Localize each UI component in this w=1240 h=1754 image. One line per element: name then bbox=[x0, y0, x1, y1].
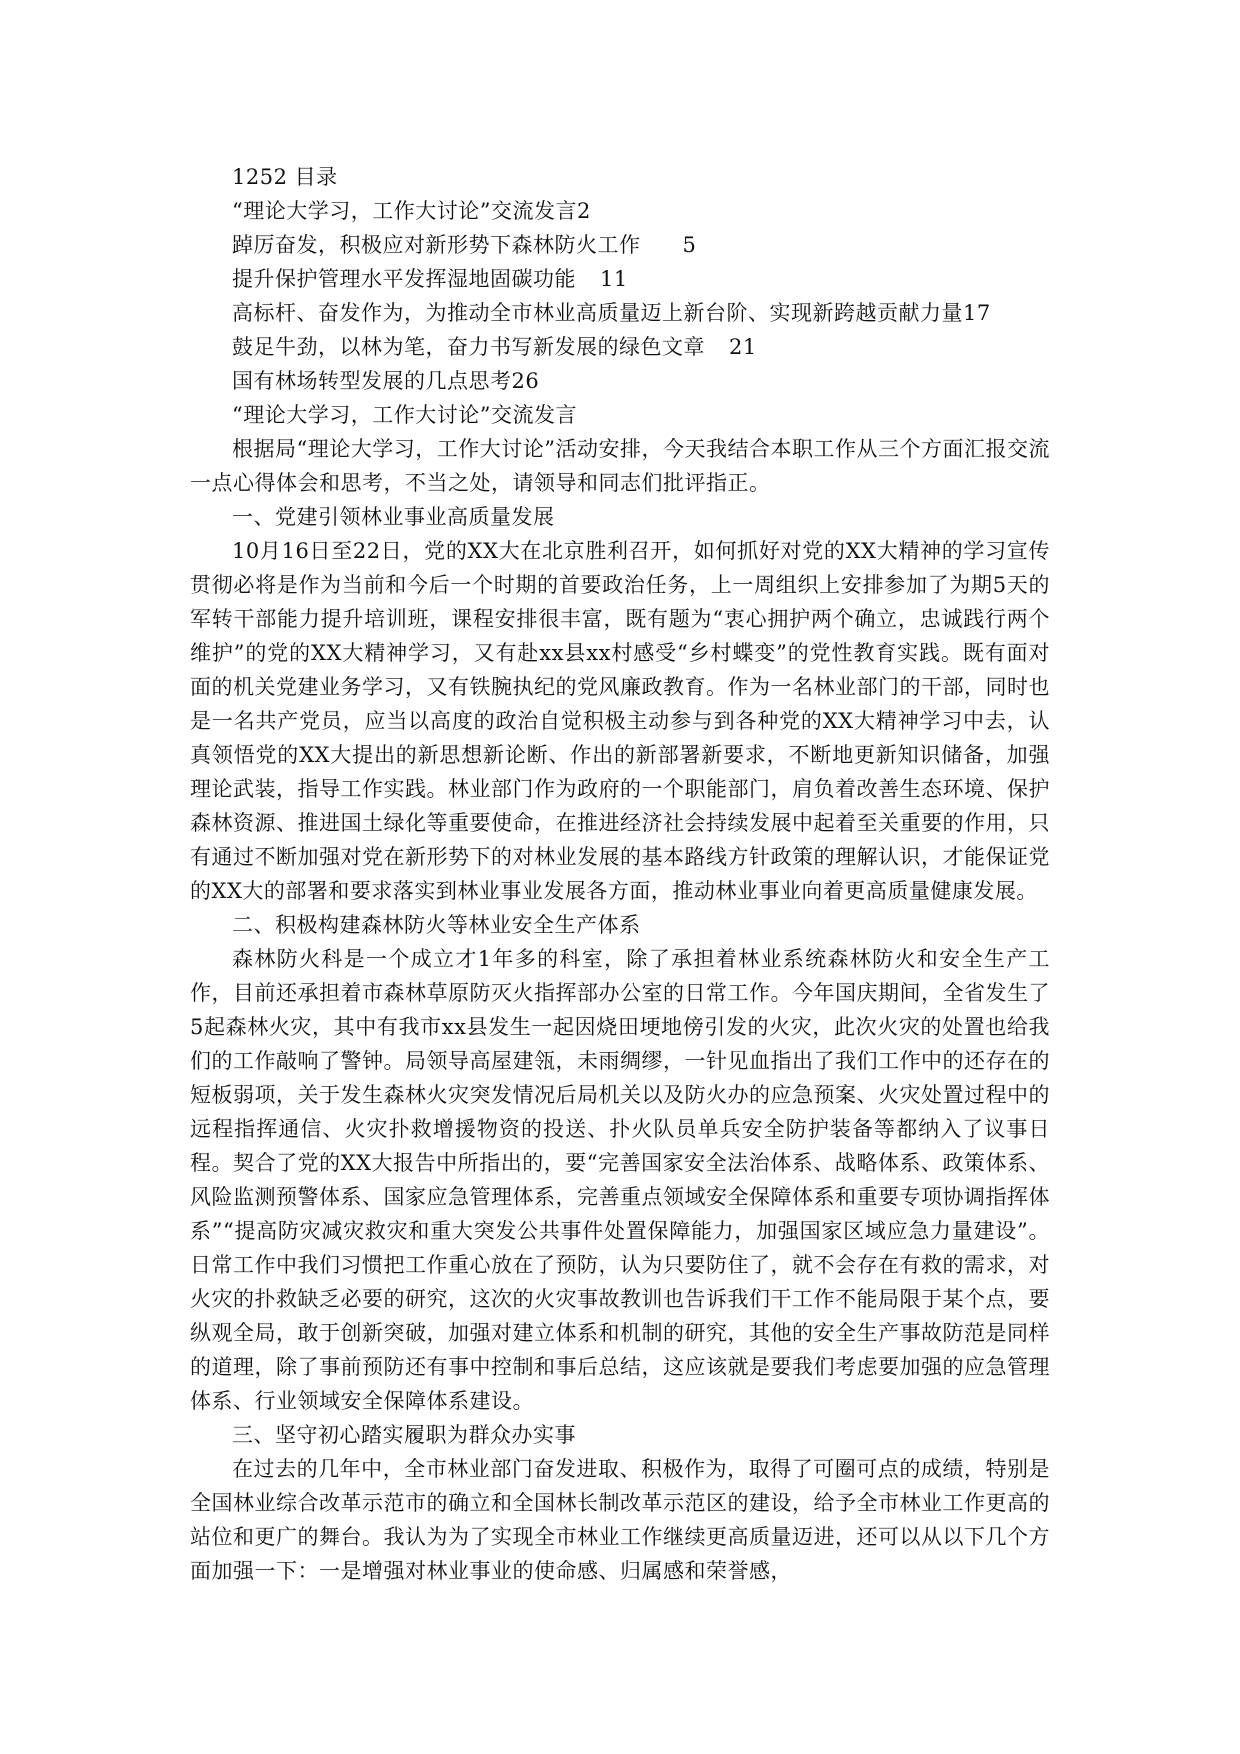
toc-item bbox=[190, 296, 1050, 330]
section-heading: 一、党建引领林业事业高质量发展 bbox=[232, 505, 555, 529]
toc-item bbox=[190, 194, 1050, 228]
toc-item-page: 21 bbox=[729, 335, 757, 359]
section-body: 在过去的几年中，全市林业部门奋发进取、积极作为，取得了可圈可点的成绩，特别是全国林业综合改革示范市的确立和全国林长制改革示范区的建设，给予全市林业工作更高的站位和更广的舞台。我认为为了实现全市林业工作继续更高质量迈进，还可以从以下几个方面加强一下：一是增强对林业事业的使命感、归属感和荣誉感， bbox=[190, 1457, 1050, 1583]
toc-item bbox=[190, 364, 1050, 398]
toc-item-title: 鼓足牛劲，以林为笔，奋力书写新发展的绿色文章 bbox=[232, 335, 705, 359]
article-title: “理论大学习，工作大讨论”交流发言 bbox=[232, 403, 577, 427]
toc-item-title: 高标杆、奋发作为，为推动全市林业高质量迈上新台阶、实现新跨越贡献力量17 bbox=[232, 301, 991, 325]
section-body: 10月16日至22日，党的XX大在北京胜利召开，如何抓好对党的XX大精神的学习宣传贯彻必将是作为当前和今后一个时期的首要政治任务，上一周组织上安排参加了为期5天的军转干部能力提升培训班，课程安排很丰富，既有题为“衷心拥护两个确立，忠诚践行两个维护”的党的XX大精神学习，又有赴xx县xx村感受“乡村蝶变”的党性教育实践。既有面对面的机关党建业务学习，又有铁腕执纪的党风廉政教育。作为一名林业部门的干部，同时也是一名共产党员，应当以高度的政治自觉积极主动参与到各种党的XX大精神学习中去，认真领悟党的XX大提出的新思想新论断、作出的新部署新要求，不断地更新知识储备，加强理论武装，指导工作实践。林业部门作为政府的一个职能部门，肩负着改善生态环境、保护森林资源、推进国土绿化等重要使命，在推进经济社会持续发展中起着至关重要的作用，只有通过不断加强对党在新形势下的对林业发展的基本路线方针政策的理解认识，才能保证党的XX大的部署和要求落实到林业事业发展各方面，推动林业事业向着更高质量健康发展。 bbox=[190, 539, 1050, 903]
section-heading: 二、积极构建森林防火等林业安全生产体系 bbox=[232, 913, 641, 937]
toc-item-page: 11 bbox=[600, 267, 628, 291]
toc-item-page: 5 bbox=[682, 233, 697, 257]
article-intro: 根据局“理论大学习，工作大讨论”活动安排，今天我结合本职工作从三个方面汇报交流一点心得体会和思考，不当之处，请领导和同志们批评指正。 bbox=[190, 437, 1050, 495]
toc-header: 1252 目录 bbox=[232, 165, 338, 189]
section-body: 森林防火科是一个成立才1年多的科室，除了承担着林业系统森林防火和安全生产工作，目前还承担着市森林草原防灭火指挥部办公室的日常工作。今年国庆期间，全省发生了5起森林火灾，其中有我市xx县发生一起因烧田埂地傍引发的火灾，此次火灾的处置也给我们的工作敲响了警钟。局领导高屋建瓴，未雨绸缪，一针见血指出了我们工作中的还存在的短板弱项，关于发生森林火灾突发情况后局机关以及防火办的应急预案、火灾处置过程中的远程指挥通信、火灾扑救增援物资的投送、扑火队员单兵安全防护装备等都纳入了议事日程。契合了党的XX大报告中所指出的，要“完善国家安全法治体系、战略体系、政策体系、风险监测预警体系、国家应急管理体系，完善重点领域安全保障体系和重要专项协调指挥体系”“提高防灾减灾救灾和重大突发公共事件处置保障能力，加强国家区域应急力量建设”。日常工作中我们习惯把工作重心放在了预防，认为只要防住了，就不会存在有救的需求，对火灾的扑救缺乏必要的研究，这次的火灾事故教训也告诉我们干工作不能局限于某个点，要纵观全局，敢于创新突破，加强对建立体系和机制的研究，其他的安全生产事故防范是同样的道理，除了事前预防还有事中控制和事后总结，这应该就是要我们考虑要加强的应急管理体系、行业领域安全保障体系建设。 bbox=[190, 947, 1050, 1413]
toc-item-title: 提升保护管理水平发挥湿地固碳功能 bbox=[232, 267, 576, 291]
document-content bbox=[190, 160, 1050, 1588]
toc-item bbox=[190, 228, 1050, 262]
toc-item-title: 踔厉奋发，积极应对新形势下森林防火工作 bbox=[232, 233, 641, 257]
section-heading: 三、坚守初心踏实履职为群众办实事 bbox=[232, 1423, 576, 1447]
toc-item-title: “理论大学习，工作大讨论”交流发言2 bbox=[232, 199, 591, 223]
toc-item bbox=[190, 262, 1050, 296]
toc-item-title: 国有林场转型发展的几点思考26 bbox=[232, 369, 540, 393]
toc-item bbox=[190, 330, 1050, 364]
